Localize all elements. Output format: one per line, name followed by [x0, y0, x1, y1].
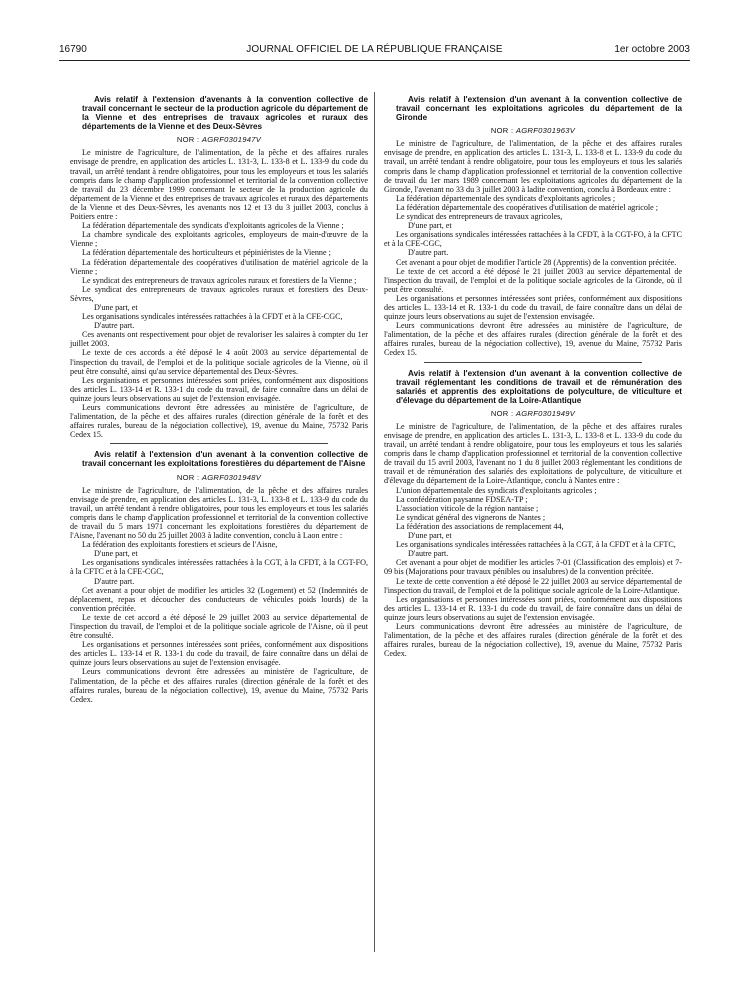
notice-paragraph: Cet avenant a pour objet de modifier l'article 28 (Apprentis) de la convention précitée.: [396, 257, 677, 267]
notice-paragraph: Leurs communications devront être adressées au ministère de l'agriculture, de l'alimentation, de la pêche et des affaires rurales (direction générale de la forêt et des affaires rurales, bureau de la négociation collective), 19, avenue du Maine, 75732 Paris Cedex.: [384, 621, 682, 659]
notice-paragraph: Ces avenants ont respectivement pour objet de revaloriser les salaires à compter du 1er juillet 2003.: [70, 330, 368, 349]
nor-label: NOR :: [490, 126, 514, 136]
notice-paragraph: Cet avenant a pour objet de modifier les articles 7-01 (Classification des emplois) et 7-09 bis (Majorations pour travaux pénibles ou insalubres) de la convention précitée.: [384, 558, 682, 577]
nor-code: AGRF0301947V: [201, 135, 262, 145]
notice-paragraph: Le ministre de l'agriculture, de l'alimentation, de la pêche et des affaires rurales envisage de prendre, en application des articles L. 131-3, L. 133-8 et L. 133-9 du code du travail, un arrêté tendant à rendre obligatoire, pour tous les employeurs et tous les salariés compris dans le champ d'application professionnel et territorial de la convention collective de travail du 15 avril 2003, l'avenant no 1 du 8 juillet 2003 réglementant les conditions de travail et de rémunération des salariés des exploitations de polyculture, de viticulture et d'élevage du département de la Loire-Atlantique, conclu à Nantes entre :: [384, 421, 682, 486]
notice-paragraph: Leurs communications devront être adressées au ministère de l'agriculture, de l'alimentation, de la pêche et des affaires rurales (direction générale de la forêt et des affaires rurales, bureau de la négociation collective), 19, avenue du Maine, 75732 Paris Cedex 15.: [70, 403, 368, 440]
notice-paragraph: Le texte de ces accords a été déposé le 4 août 2003 au service départemental de l'inspection du travail, de l'emploi et de la politique sociale agricoles de la Vienne, où il peut être consulté, ainsi qu'au service départemental des Deux-Sèvres.: [70, 348, 368, 376]
notice-paragraph: Le texte de cette convention a été déposé le 22 juillet 2003 au service départemental de l'inspection du travail, de l'emploi et de la politique sociale agricole de la Loire-Atlantique.: [384, 576, 682, 595]
nor-reference: [70, 473, 368, 482]
notice-paragraph: Le texte de cet accord a été déposé le 21 juillet 2003 au service départemental de l'inspection du travail, de l'emploi et de la politique sociale agricoles de la Gironde, où il peut être consulté.: [384, 266, 682, 294]
notice-title: Avis relatif à l'extension d'un avenant à la convention collective de travail concernant les exploitations agricoles du département de la Gironde: [396, 95, 682, 123]
notice-paragraph: Le syndicat des entrepreneurs de travaux agricoles ruraux et forestiers de la Vienne ;: [82, 275, 357, 285]
section-separator: [424, 362, 642, 363]
notice-paragraph: Le ministre de l'agriculture, de l'alimentation, de la pêche et des affaires rurales envisage de prendre, en application des articles L. 131-3, L. 133-8 et L. 133-9 du code du travail, un arrêté tendant à rendre obligatoires, pour tous les employeurs et tous les salariés compris dans le champ d'application professionnel et territorial de la convention collective de travail du 5 mars 1971 concernant les exploitations forestières du département de l'Aisne, l'avenant no 50 du 25 juillet 2003 à ladite convention, conclu à Laon entre :: [70, 485, 368, 541]
page-number: 16790: [59, 44, 87, 55]
notice-paragraph: Les organisations et personnes intéressées sont priées, conformément aux dispositions des articles L. 133-14 et R. 133-1 du code du travail, de faire connaître dans un délai de quinze jours leurs observations au sujet de l'extension envisagée.: [70, 375, 368, 403]
notice-paragraph: Les organisations syndicales intéressées rattachées à la CGT, à la CFDT, à la CGT-FO, à la CFTC et à la CFE-CGC,: [70, 558, 368, 577]
notice-paragraph: Les organisations et personnes intéressées sont priées, conformément aux dispositions des articles L. 133-14 et R. 133-1 du code du travail, de faire connaître dans un délai de quinze jours leurs observations au sujet de l'extension envisagée.: [70, 640, 368, 668]
notice-section: [70, 95, 368, 439]
notice-paragraph: Les organisations syndicales intéressées rattachées à la CGT, à la CFDT et à la CFTC,: [396, 540, 676, 550]
notice-paragraph: Le ministre de l'agriculture, de l'alimentation, de la pêche et des affaires rurales envisage de prendre, en application des articles L. 131-3, L. 133-8 et L. 133-9 du code du travail, un arrêté tendant à rendre obligatoires, pour tous les employeurs et tous les salariés compris dans le champ d'application professionnel et territorial de la convention collective de travail du 23 décembre 1999 concernant le secteur de la production agricole du département de la Vienne et des entreprises de travaux agricoles et ruraux des départements de la Vienne et des Deux-Sèvres, les avenants nos 12 et 13 du 3 juillet 2003, conclus à Poitiers entre :: [70, 148, 368, 222]
notice-paragraph: Les organisations syndicales intéressées rattachées à la CFDT, à la CGT-FO, à la CFTC et à la CFE-CGC,: [384, 230, 682, 249]
notice-paragraph: D'une part, et: [408, 221, 452, 231]
notice-paragraph: D'une part, et: [408, 531, 452, 541]
nor-label: NOR :: [490, 408, 514, 418]
notice-paragraph: La fédération des exploitants forestiers et scieurs de l'Aisne,: [82, 540, 278, 550]
notice-paragraph: D'autre part.: [408, 248, 449, 258]
notice-paragraph: L'association viticole de la région nantaise ;: [396, 503, 539, 513]
notice-paragraph: La fédération des associations de remplacement 44,: [396, 521, 564, 531]
notice-section: [384, 95, 682, 358]
notice-paragraph: L'union départementale des syndicats d'exploitants agricoles ;: [396, 485, 597, 495]
nor-code: AGRF0301949V: [515, 408, 576, 418]
notice-paragraph: La fédération départementale des syndicats d'exploitants agricoles ;: [396, 193, 616, 203]
column-divider: [374, 92, 375, 952]
notice-paragraph: Les organisations et personnes intéressées sont priées, conformément aux dispositions des articles L. 133-14 et R. 133-1 du code du travail, de faire connaître dans un délai de quinze jours leurs observations au sujet de l'extension envisagée.: [384, 293, 682, 322]
page-header: [59, 44, 690, 60]
notice-paragraph: Les organisations et personnes intéressées sont priées, conformément aux dispositions des articles L. 133-14 et R. 133-1 du code du travail, de faire connaître dans un délai de quinze jours leurs observations au sujet de l'extension envisagée.: [384, 594, 682, 622]
right-column: [384, 95, 682, 658]
journal-title: JOURNAL OFFICIEL DE LA RÉPUBLIQUE FRANÇAISE: [246, 44, 503, 55]
notice-paragraph: La fédération départementale des coopératives d'utilisation de matériel agricole de la Vienne ;: [70, 257, 368, 276]
notice-paragraph: La fédération départementale des horticulteurs et pépiniéristes de la Vienne ;: [82, 248, 331, 258]
nor-label: NOR :: [176, 472, 200, 482]
notice-paragraph: D'une part, et: [94, 302, 138, 312]
notice-paragraph: Le syndicat général des vignerons de Nantes ;: [396, 512, 546, 522]
left-column: [70, 95, 368, 704]
notice-paragraph: Leurs communications devront être adressées au ministère de l'agriculture, de l'alimentation, de la pêche et des affaires rurales (direction générale de la forêt et des affaires rurales, bureau de la négociation collective), 19, avenue du Maine, 75732 Paris Cedex.: [70, 667, 368, 704]
notice-paragraph: Le ministre de l'agriculture, de l'alimentation, de la pêche et des affaires rurales envisage de prendre, en application des articles L. 131-3, L. 133-8 et L. 133-9 du code du travail, un arrêté tendant à rendre obligatoire, pour tous les employeurs et tous les salariés compris dans le champ d'application professionnel et territorial de la convention collective de travail du 1er mars 1989 concernant les exploitations agricoles du département de la Gironde, l'avenant no 33 du 3 juillet 2003 à ladite convention, conclu à Bordeaux entre :: [384, 139, 682, 194]
notice-title: Avis relatif à l'extension d'un avenant à la convention collective de travail réglementant les conditions de travail et de rémunération des salariés et apprentis des exploitations de polyculture, de viticulture et d'élevage du département de la Loire-Atlantique: [396, 368, 682, 405]
header-rule: [59, 60, 690, 61]
notice-paragraph: Le syndicat des entrepreneurs de travaux agricoles ruraux et forestiers des Deux-Sèvres,: [70, 284, 368, 303]
notice-paragraph: Les organisations syndicales intéressées rattachées à la CFDT et à la CFE-CGC,: [82, 312, 343, 322]
nor-reference: [384, 126, 682, 135]
nor-code: AGRF0301963V: [515, 126, 576, 136]
notice-paragraph: D'une part, et: [94, 549, 138, 559]
notice-paragraph: La confédération paysanne FDSEA-TP ;: [396, 494, 528, 504]
notice-paragraph: D'autre part.: [94, 576, 135, 586]
section-separator: [110, 443, 328, 444]
notice-section: [384, 369, 682, 659]
publication-date: 1er octobre 2003: [614, 44, 690, 55]
nor-code: AGRF0301948V: [201, 472, 262, 482]
notice-paragraph: D'autre part.: [408, 549, 449, 559]
notice-paragraph: Le syndicat des entrepreneurs de travaux agricoles,: [396, 212, 563, 222]
notice-paragraph: Cet avenant a pour objet de modifier les articles 32 (Logement) et 52 (Indemnités de déplacement, repas et découcher des conducteurs de véhicules poids lourds) de la convention précitée.: [70, 585, 368, 613]
notice-paragraph: La chambre syndicale des exploitants agricoles, employeurs de main-d'œuvre de la Vienne ;: [70, 230, 368, 249]
notice-title: Avis relatif à l'extension d'avenants à la convention collective de travail concernant le secteur de la production agricole du département de la Vienne et des entreprises de travaux agricoles et ruraux des départements de la Vienne et des Deux-Sèvres: [82, 95, 368, 132]
nor-label: NOR :: [176, 135, 200, 145]
notice-title: Avis relatif à l'extension d'un avenant à la convention collective de travail concernant les exploitations forestières du département de l'Aisne: [82, 450, 368, 469]
notice-paragraph: La fédération départementale des syndicats d'exploitants agricoles de la Vienne ;: [82, 221, 344, 231]
notice-paragraph: La fédération départementale des coopératives d'utilisation de matériel agricole ;: [396, 202, 659, 212]
notice-section: [70, 450, 368, 703]
notice-paragraph: Le texte de cet accord a été déposé le 29 juillet 2003 au service départemental de l'inspection du travail, de l'emploi et de la politique sociale agricole de l'Aisne, où il peut être consulté.: [70, 612, 368, 641]
nor-reference: [70, 135, 368, 144]
notice-paragraph: Leurs communications devront être adressées au ministère de l'agriculture, de l'alimentation, de la pêche et des affaires rurales (direction générale de la forêt et des affaires rurales, bureau de la négociation collective), 19, avenue du Maine, 75732 Paris Cedex 15.: [384, 321, 682, 358]
notice-paragraph: D'autre part.: [94, 321, 135, 331]
nor-reference: [384, 409, 682, 418]
